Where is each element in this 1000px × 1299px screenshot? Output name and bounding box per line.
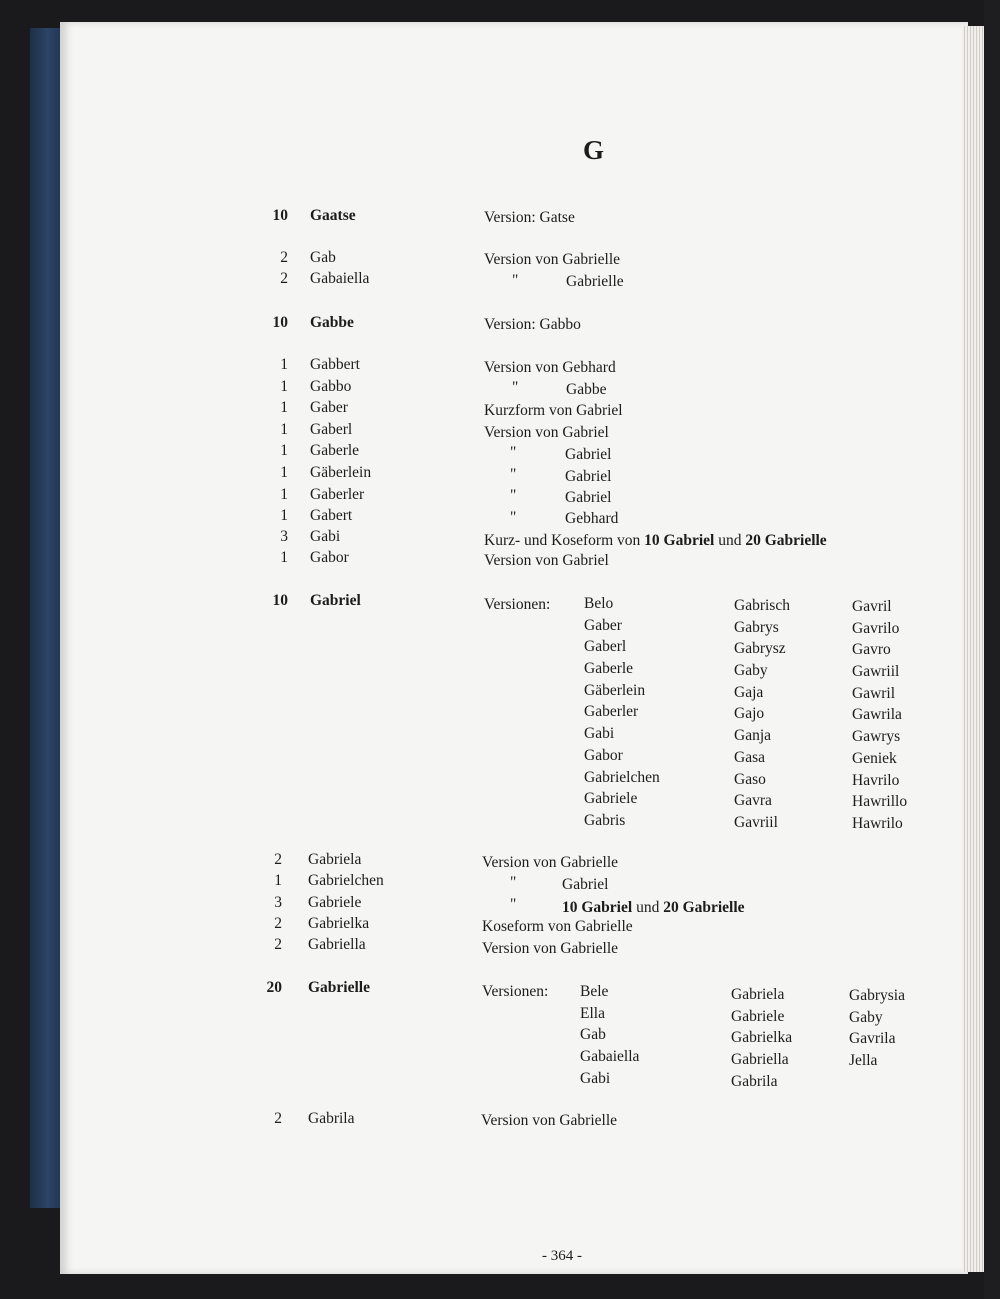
background-edge — [984, 0, 1000, 1299]
entry-description: Version von Gabrielle — [482, 940, 619, 957]
entry-description — [484, 532, 827, 550]
version-item: Gavrila — [849, 1030, 896, 1048]
gabriel-versions-col3 — [852, 596, 907, 835]
version-item: Bele — [580, 983, 609, 1000]
entry-description: Version von Gabrielle — [484, 251, 621, 268]
entry-description: Gebhard — [565, 510, 619, 527]
ditto-mark: " — [510, 509, 517, 526]
entry-count: 1 — [280, 464, 288, 481]
version-item: Gasa — [734, 748, 765, 766]
version-item: Gabrysia — [849, 987, 905, 1004]
version-item: Ella — [580, 1004, 605, 1022]
entry-count: 2 — [274, 936, 282, 953]
entry-description: Version von Gebhard — [484, 359, 616, 376]
entry-name: Gabbo — [310, 378, 352, 395]
entry-count: 1 — [274, 872, 282, 889]
entry-count: 1 — [280, 507, 288, 524]
ditto-mark: " — [510, 466, 517, 483]
version-item: Gabor — [584, 746, 623, 764]
version-item: Gaby — [849, 1008, 883, 1026]
entry-count: 10 — [272, 592, 288, 609]
version-item: Gawrila — [852, 706, 902, 724]
version-item: Gabaiella — [580, 1048, 640, 1066]
version-item: Belo — [584, 595, 614, 612]
entry-count: 1 — [280, 421, 288, 438]
entry-name: Gabert — [310, 507, 353, 524]
entry-description: Koseform von Gabrielle — [482, 918, 633, 935]
gabrielle-versions-col1 — [580, 981, 639, 1089]
entry-count: 1 — [280, 442, 288, 459]
version-item: Gaso — [734, 770, 766, 788]
entry-count: 2 — [274, 1110, 282, 1127]
version-item: Hawrilo — [852, 814, 903, 832]
entry-count: 10 — [272, 314, 288, 331]
description-text: und — [714, 532, 746, 549]
entry-description: Version: Gatse — [484, 209, 575, 226]
entry-count: 2 — [274, 915, 282, 932]
versions-label: Versionen: — [482, 983, 549, 1000]
ditto-mark: " — [510, 896, 517, 913]
entry-name: Gabbert — [310, 356, 360, 373]
entry-description: Gabriel — [565, 468, 612, 485]
version-item: Gabrisch — [734, 597, 790, 614]
version-item: Gaberler — [584, 703, 639, 721]
cross-reference: 10 Gabriel — [644, 532, 715, 549]
version-item: Gaberl — [584, 638, 627, 656]
entry-count: 1 — [280, 486, 288, 503]
version-item: Gavriil — [734, 813, 778, 831]
entry-name: Gab — [310, 249, 336, 266]
entry-name: Gabrielka — [308, 915, 370, 932]
entry-description: Gabriel — [562, 876, 609, 893]
ditto-mark: " — [510, 444, 517, 461]
version-item: Gabrysz — [734, 640, 786, 658]
entry-name: Gabrila — [308, 1110, 355, 1127]
entry-count: 2 — [274, 851, 282, 868]
version-item: Jella — [849, 1052, 878, 1070]
ditto-mark: " — [512, 379, 519, 396]
version-item: Gabris — [584, 811, 626, 829]
ditto-mark: " — [510, 487, 517, 504]
entry-name: Gaberler — [310, 486, 365, 503]
page-number: - 364 - — [542, 1248, 582, 1264]
version-item: Gawril — [852, 684, 896, 702]
version-item: Ganja — [734, 727, 772, 745]
entry-name: Gabrielle — [308, 979, 370, 996]
version-item: Gabrielchen — [584, 768, 660, 786]
cross-reference: 10 Gabriel — [562, 899, 633, 916]
entry-description: Version von Gabrielle — [482, 854, 619, 871]
entry-name: Gabrielchen — [308, 872, 384, 889]
book-spine — [30, 28, 60, 1208]
ditto-mark: " — [510, 874, 517, 891]
entry-description: Gabriel — [565, 446, 612, 463]
description-text: Kurz- und Koseform von — [484, 532, 645, 549]
ditto-mark: " — [512, 272, 519, 289]
version-item: Havrilo — [852, 771, 900, 789]
entry-count: 3 — [274, 894, 282, 911]
section-letter-heading: G — [583, 135, 605, 165]
entry-count: 20 — [266, 979, 282, 996]
version-item: Gaberle — [584, 660, 634, 678]
entry-description — [562, 899, 745, 917]
entry-name: Gabi — [310, 528, 341, 545]
entry-description: Gabbe — [566, 381, 607, 398]
version-item: Gab — [580, 1026, 606, 1044]
entry-name: Gabaiella — [310, 270, 370, 287]
entry-name: Gaber — [310, 399, 348, 416]
version-item: Gaby — [734, 662, 768, 680]
version-item: Gabrys — [734, 618, 779, 636]
entry-description: Version von Gabriel — [484, 424, 609, 441]
entry-count: 10 — [272, 207, 288, 224]
version-item: Gabrila — [731, 1072, 778, 1090]
version-item: Gabrielka — [731, 1029, 793, 1047]
entry-name: Gabriella — [308, 936, 366, 953]
entry-name: Gaberl — [310, 421, 353, 438]
version-item: Gavro — [852, 641, 891, 659]
entry-count: 1 — [280, 356, 288, 373]
entry-name: Gabriele — [308, 894, 362, 911]
versions-label: Versionen: — [484, 596, 551, 613]
entry-description: Gabrielle — [566, 273, 624, 290]
gabriel-versions-col1 — [584, 593, 660, 832]
version-item: Gawrys — [852, 728, 901, 746]
description-text: und — [632, 899, 664, 916]
entry-name: Gaberle — [310, 442, 360, 459]
entry-description: Kurzform von Gabriel — [484, 402, 623, 419]
version-item: Gaber — [584, 616, 622, 634]
version-item: Geniek — [852, 749, 897, 767]
entry-count: 2 — [280, 249, 288, 266]
entry-name: Gäberlein — [310, 464, 372, 481]
entry-description: Version: Gabbo — [484, 316, 581, 333]
entry-count: 1 — [280, 549, 288, 566]
entry-description: Gabriel — [565, 489, 612, 506]
entry-description: Version von Gabriel — [484, 552, 609, 569]
version-item: Gabriella — [731, 1051, 789, 1069]
version-item: Gabriele — [731, 1007, 785, 1025]
version-item: Gabriela — [731, 986, 785, 1003]
entry-count: 1 — [280, 399, 288, 416]
entry-name: Gabbe — [310, 314, 354, 331]
cross-reference: 20 Gabrielle — [745, 532, 827, 549]
cross-reference: 20 Gabrielle — [663, 899, 745, 916]
version-item: Gaja — [734, 683, 764, 701]
page-edges — [962, 26, 984, 1272]
version-item: Gawriil — [852, 663, 900, 681]
version-item: Gajo — [734, 705, 765, 723]
version-item: Hawrillo — [852, 793, 908, 811]
version-item: Gavril — [852, 598, 892, 615]
entry-description: Version von Gabrielle — [481, 1112, 618, 1129]
entry-count: 1 — [280, 378, 288, 395]
entry-name: Gaatse — [310, 207, 356, 224]
version-item: Gabi — [584, 725, 615, 743]
gabrielle-versions-col3 — [849, 985, 905, 1072]
gabrielle-versions-col2 — [731, 984, 792, 1092]
version-item: Gäberlein — [584, 681, 646, 699]
version-item: Gabi — [580, 1069, 611, 1087]
version-item: Gabriele — [584, 790, 638, 808]
gabriel-versions-col2 — [734, 595, 790, 834]
entry-count: 3 — [280, 528, 288, 545]
entry-name: Gabriel — [310, 592, 361, 609]
entry-count: 2 — [280, 270, 288, 287]
entry-name: Gabor — [310, 549, 349, 566]
version-item: Gavra — [734, 792, 772, 810]
entry-name: Gabriela — [308, 851, 362, 868]
version-item: Gavrilo — [852, 619, 900, 637]
